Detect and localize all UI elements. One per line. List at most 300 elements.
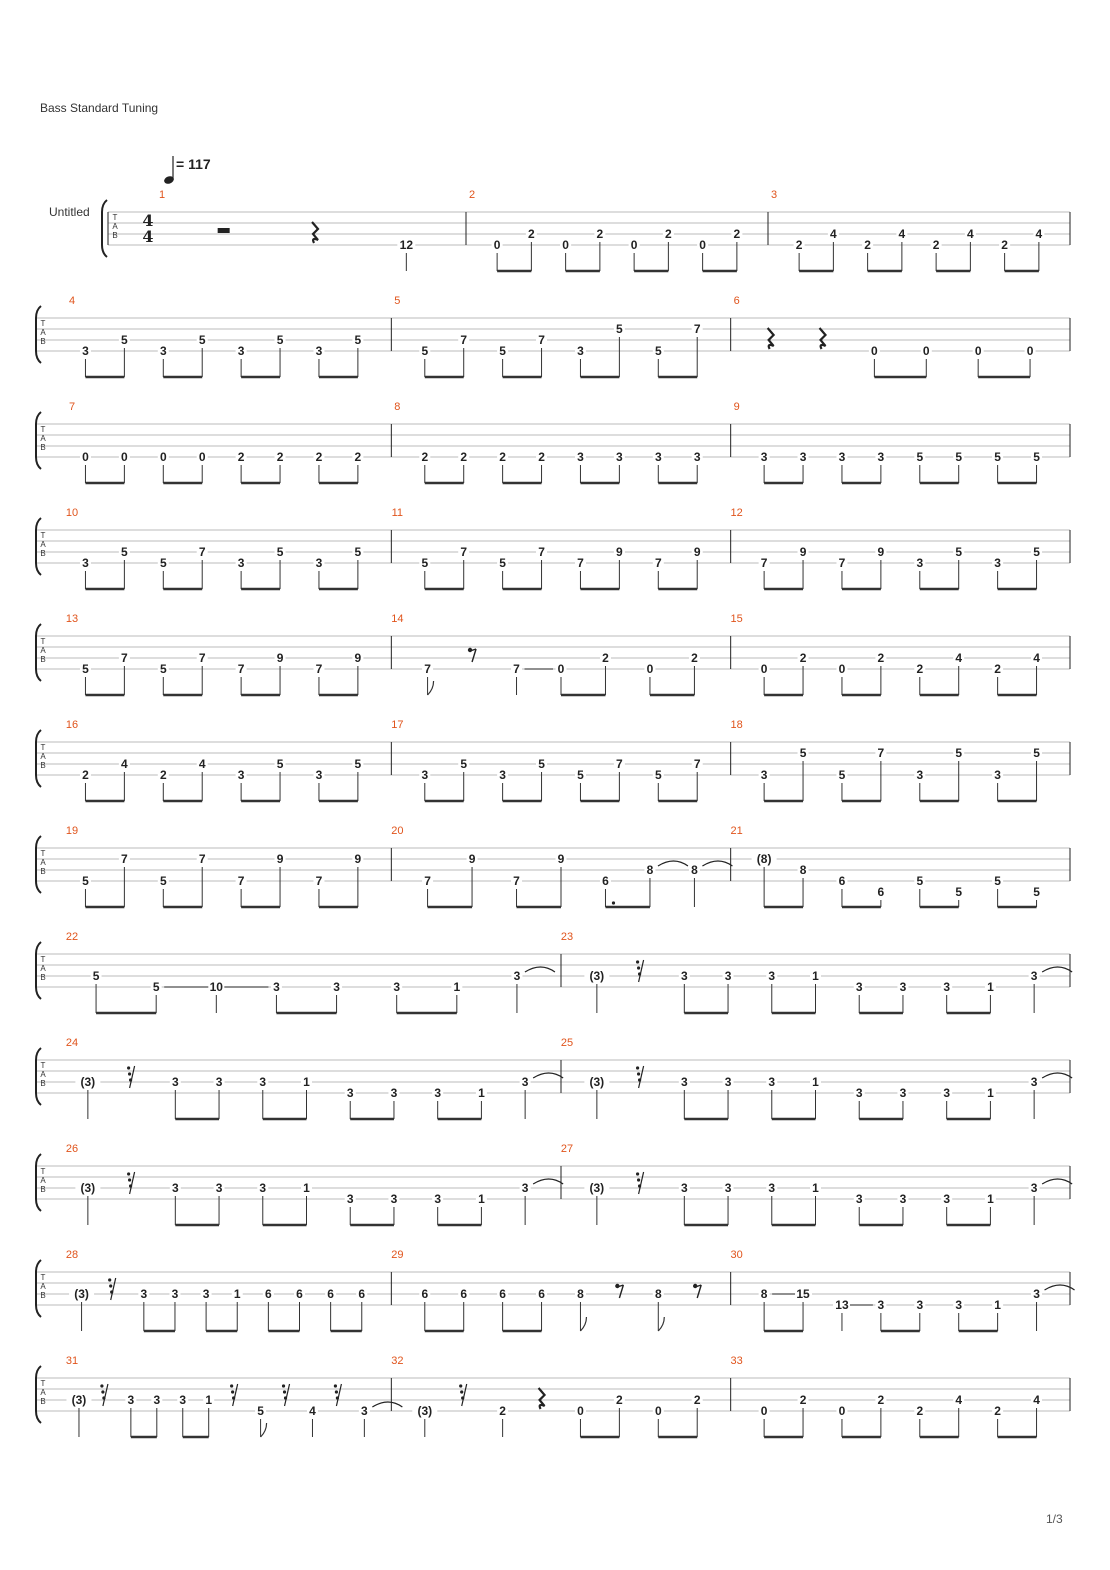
tie-arc — [702, 861, 732, 866]
fret-number: 1 — [987, 980, 994, 994]
tab-clef-letter: B — [40, 1079, 46, 1088]
fret-number: 3 — [499, 768, 506, 782]
fret-number: 3 — [994, 768, 1001, 782]
fret-number: 2 — [596, 227, 604, 241]
tab-clef-letter: B — [40, 1291, 46, 1300]
thirtysecond-rest-icon — [285, 1384, 290, 1406]
note-flag — [261, 1423, 267, 1437]
thirtysecond-rest-icon — [639, 960, 644, 982]
fret-number: 3 — [916, 768, 924, 782]
thirtysecond-rest-icon — [637, 966, 640, 969]
fret-number: 3 — [171, 1287, 179, 1301]
fret-number: 5 — [460, 757, 468, 771]
thirtysecond-rest-icon — [103, 1384, 108, 1406]
fret-number: 5 — [577, 768, 584, 782]
fret-number: 5 — [838, 768, 846, 782]
fret-number: 3 — [237, 768, 245, 782]
thirtysecond-rest-icon — [336, 1384, 341, 1406]
tie-arc — [533, 1179, 563, 1184]
fret-number: 5 — [421, 344, 429, 358]
fret-number: 5 — [499, 556, 506, 570]
thirtysecond-rest-icon — [109, 1284, 112, 1287]
tie-arc — [525, 967, 555, 972]
thirtysecond-rest-icon — [233, 1384, 238, 1406]
fret-number: 6 — [421, 1287, 429, 1301]
thirtysecond-rest-icon — [130, 1172, 135, 1194]
fret-number: 3 — [1030, 1181, 1038, 1195]
fret-number: 3 — [693, 450, 701, 464]
fret-number: 3 — [838, 450, 846, 464]
fret-number: 3 — [680, 1075, 688, 1089]
fret-number: 1 — [303, 1181, 310, 1195]
fret-number: 9 — [799, 545, 807, 559]
fret-number: 7 — [315, 662, 323, 676]
eighth-rest-icon — [472, 649, 476, 662]
measure-number: 6 — [733, 295, 740, 307]
thirtysecond-rest-icon — [282, 1384, 285, 1387]
measure-number: 16 — [65, 719, 79, 731]
fret-number: 0 — [82, 450, 89, 464]
fret-number: 0 — [760, 1404, 768, 1418]
fret-number: 2 — [499, 1404, 506, 1418]
note-flag — [428, 681, 434, 695]
fret-number: 3 — [899, 1192, 907, 1206]
fret-number: 3 — [434, 1086, 442, 1100]
fret-number: 3 — [513, 969, 521, 983]
fret-number: 3 — [215, 1075, 223, 1089]
tab-clef-letter: T — [40, 1167, 46, 1176]
measure-number: 8 — [394, 401, 401, 413]
measure-number: 11 — [391, 507, 404, 519]
fret-number: 6 — [296, 1287, 303, 1301]
tab-clef-letter: T — [40, 319, 46, 328]
fret-number: 3 — [390, 1086, 398, 1100]
fret-number: 3 — [521, 1181, 529, 1195]
measure-number: 29 — [391, 1249, 404, 1261]
fret-number: 2 — [864, 238, 871, 252]
fret-number: 7 — [315, 874, 323, 888]
fret-number: 5 — [916, 874, 924, 888]
thirtysecond-rest-icon — [231, 1390, 234, 1393]
fret-number: 3 — [724, 969, 732, 983]
fret-number: 2 — [665, 227, 672, 241]
fret-number: 3 — [899, 1086, 907, 1100]
thirtysecond-rest-icon — [100, 1384, 103, 1387]
fret-number: 5 — [159, 556, 167, 570]
fret-number: 5 — [955, 545, 963, 559]
fret-number: 6 — [838, 874, 846, 888]
fret-number: 7 — [460, 333, 468, 347]
tab-clef-letter: T — [40, 637, 46, 646]
fret-number: 3 — [760, 450, 768, 464]
tie-arc — [372, 1402, 402, 1407]
fret-number: 3 — [955, 1298, 963, 1312]
measure-number: 19 — [65, 825, 79, 837]
measure-number: 25 — [560, 1037, 574, 1049]
fret-number: 1 — [205, 1393, 213, 1407]
fret-number: (3) — [80, 1075, 96, 1089]
fret-number: 12 — [399, 238, 414, 252]
fret-number: 7 — [513, 874, 520, 888]
fret-number: 13 — [835, 1298, 849, 1312]
tie-arc — [1042, 967, 1072, 972]
fret-number: 2 — [994, 662, 1001, 676]
fret-number: 0 — [922, 344, 930, 358]
fret-number: 4 — [309, 1404, 316, 1418]
fret-number: 2 — [82, 768, 89, 782]
fret-number: 8 — [760, 1287, 768, 1301]
fret-number: 5 — [159, 874, 167, 888]
thirtysecond-rest-icon — [636, 1066, 639, 1069]
tab-clef-letter: A — [40, 858, 46, 867]
fret-number: 4 — [121, 757, 128, 771]
thirtysecond-rest-icon — [283, 1390, 286, 1393]
fret-number: 1 — [812, 969, 819, 983]
fret-number: 5 — [499, 344, 506, 358]
quarter-rest-icon — [312, 222, 318, 243]
fret-number: 5 — [538, 757, 545, 771]
measure-number: 10 — [65, 507, 79, 519]
fret-number: 3 — [1030, 969, 1038, 983]
fret-number: 9 — [354, 852, 362, 866]
measure-number: 27 — [560, 1143, 574, 1155]
fret-number: 2 — [691, 651, 698, 665]
measure-number: 7 — [68, 401, 76, 413]
fret-number: 5 — [994, 874, 1001, 888]
fret-number: 5 — [121, 545, 128, 559]
fret-number: (3) — [71, 1393, 87, 1407]
fret-number: 5 — [1033, 746, 1040, 760]
fret-number: 3 — [361, 1404, 368, 1418]
measure-number: 14 — [391, 613, 404, 625]
half-rest-icon — [218, 228, 230, 233]
fret-number: 5 — [421, 556, 429, 570]
tab-clef-letter: A — [40, 1388, 46, 1397]
tempo-marking: = 117 — [176, 156, 211, 172]
tie-arc — [1042, 1179, 1072, 1184]
fret-number: 7 — [838, 556, 846, 570]
fret-number: 3 — [943, 1086, 951, 1100]
measure-number: 2 — [468, 189, 476, 201]
thirtysecond-rest-icon — [127, 1066, 130, 1069]
fret-number: 8 — [654, 1287, 662, 1301]
fret-number: 3 — [760, 768, 768, 782]
fret-number: 3 — [916, 1298, 924, 1312]
fret-number: 3 — [82, 344, 89, 358]
fret-number: 2 — [916, 662, 924, 676]
fret-number: 0 — [630, 238, 638, 252]
fret-number: 2 — [799, 1393, 807, 1407]
fret-number: 4 — [1033, 1393, 1040, 1407]
fret-number: 3 — [680, 969, 688, 983]
fret-number: 10 — [209, 980, 223, 994]
system-bracket — [102, 200, 107, 257]
track-name: Untitled — [49, 205, 90, 219]
fret-number: 9 — [693, 545, 701, 559]
fret-number: 15 — [796, 1287, 810, 1301]
fret-number: 4 — [1035, 227, 1043, 241]
fret-number: 5 — [916, 450, 924, 464]
fret-number: 7 — [577, 556, 584, 570]
fret-number: 3 — [315, 556, 323, 570]
fret-number: 7 — [424, 662, 431, 676]
fret-number: 3 — [577, 344, 584, 358]
tab-clef-letter: A — [40, 646, 46, 655]
measure-number: 1 — [158, 189, 166, 201]
page-number: 1/3 — [1046, 1512, 1063, 1526]
fret-number: 7 — [198, 545, 206, 559]
fret-number: 0 — [562, 238, 569, 252]
fret-number: 3 — [315, 768, 323, 782]
fret-number: 2 — [602, 651, 609, 665]
fret-number: 3 — [315, 344, 323, 358]
fret-number: 7 — [513, 662, 520, 676]
tab-clef-letter: T — [112, 213, 118, 222]
fret-number: 6 — [358, 1287, 366, 1301]
fret-number: 2 — [994, 1404, 1001, 1418]
fret-number: 5 — [955, 746, 963, 760]
fret-number: 3 — [724, 1181, 732, 1195]
fret-number: 1 — [478, 1086, 485, 1100]
fret-number: 3 — [724, 1075, 732, 1089]
measure-number: 30 — [730, 1249, 743, 1261]
quarter-rest-icon — [539, 1388, 545, 1409]
fret-number: 0 — [1026, 344, 1034, 358]
tab-clef-letter: A — [112, 222, 118, 231]
fret-number: 3 — [346, 1192, 354, 1206]
fret-number: 5 — [799, 746, 807, 760]
fret-number: 5 — [159, 662, 167, 676]
fret-number: 7 — [616, 757, 623, 771]
tab-clef-letter: B — [40, 1397, 46, 1406]
thirtysecond-rest-icon — [459, 1384, 462, 1387]
tab-clef-letter: B — [40, 867, 46, 876]
thirtysecond-rest-icon — [637, 1072, 640, 1075]
fret-number: 5 — [82, 874, 89, 888]
tab-clef-letter: B — [40, 655, 46, 664]
fret-number: 5 — [1033, 885, 1040, 899]
measure-number: 26 — [65, 1143, 79, 1155]
fret-number: 4 — [1033, 651, 1040, 665]
measure-number: 3 — [770, 189, 778, 201]
fret-number: 1 — [812, 1181, 819, 1195]
fret-number: 3 — [877, 1298, 885, 1312]
tab-clef-letter: T — [40, 849, 46, 858]
measure-number: 24 — [65, 1037, 79, 1049]
fret-number: 7 — [538, 333, 545, 347]
fret-number: 4 — [198, 757, 206, 771]
fret-number: 3 — [390, 1192, 398, 1206]
fret-number: 0 — [646, 662, 654, 676]
fret-number: 5 — [1033, 450, 1040, 464]
thirtysecond-rest-icon — [130, 1066, 135, 1088]
tab-clef-letter: A — [40, 1176, 46, 1185]
fret-number: 1 — [994, 1298, 1001, 1312]
fret-number: 5 — [654, 768, 662, 782]
thirtysecond-rest-icon — [334, 1384, 337, 1387]
fret-number: 2 — [916, 1404, 924, 1418]
fret-number: 6 — [499, 1287, 506, 1301]
fret-number: 7 — [760, 556, 768, 570]
fret-number: 5 — [955, 450, 963, 464]
tab-clef-letter: T — [40, 1061, 46, 1070]
fret-number: 8 — [577, 1287, 584, 1301]
fret-number: 8 — [691, 863, 698, 877]
tab-clef-letter: A — [40, 434, 46, 443]
measure-number: 22 — [65, 931, 79, 943]
fret-number: 8 — [799, 863, 807, 877]
fret-number: 2 — [276, 450, 284, 464]
fret-number: 7 — [693, 757, 701, 771]
fret-number: 2 — [159, 768, 167, 782]
fret-number: (3) — [589, 1181, 605, 1195]
fret-number: 2 — [354, 450, 362, 464]
fret-number: (3) — [589, 1075, 605, 1089]
fret-number: 3 — [877, 450, 885, 464]
fret-number: 7 — [424, 874, 431, 888]
fret-number: 3 — [127, 1393, 135, 1407]
quarter-rest-icon — [768, 328, 774, 349]
fret-number: 5 — [82, 662, 89, 676]
thirtysecond-rest-icon — [128, 1072, 131, 1075]
fret-number: 7 — [237, 662, 245, 676]
fret-number: 0 — [654, 1404, 662, 1418]
tab-clef-letter: B — [40, 973, 46, 982]
fret-number: 3 — [855, 1086, 863, 1100]
tab-clef-letter: A — [40, 328, 46, 337]
tab-clef-letter: T — [40, 743, 46, 752]
dot-icon — [612, 901, 615, 904]
fret-number: 3 — [855, 1192, 863, 1206]
tab-clef-letter: T — [40, 531, 46, 540]
fret-number: 9 — [468, 852, 476, 866]
fret-number: 0 — [871, 344, 878, 358]
fret-number: 3 — [1033, 1287, 1040, 1301]
fret-number: 3 — [159, 344, 167, 358]
fret-number: 7 — [460, 545, 468, 559]
fret-number: 2 — [616, 1393, 623, 1407]
fret-number: 2 — [799, 651, 807, 665]
tab-clef-letter: B — [112, 231, 118, 240]
fret-number: 5 — [354, 545, 362, 559]
fret-number: 3 — [768, 1181, 776, 1195]
fret-number: 3 — [899, 980, 907, 994]
fret-number: 1 — [303, 1075, 310, 1089]
measure-number: 21 — [730, 825, 743, 837]
thirtysecond-rest-icon — [108, 1278, 111, 1281]
time-signature-bottom: 4 — [142, 227, 154, 246]
fret-number: 9 — [276, 651, 284, 665]
fret-number: 5 — [198, 333, 206, 347]
fret-number: 7 — [198, 651, 206, 665]
fret-number: 2 — [693, 1393, 701, 1407]
fret-number: 1 — [453, 980, 461, 994]
fret-number: 7 — [693, 322, 701, 336]
fret-number: 5 — [654, 344, 662, 358]
fret-number: 4 — [967, 227, 974, 241]
fret-number: 2 — [877, 651, 885, 665]
fret-number: 5 — [276, 545, 284, 559]
tab-clef-letter: A — [40, 752, 46, 761]
fret-number: 3 — [577, 450, 584, 464]
fret-number: 3 — [434, 1192, 442, 1206]
fret-number: 5 — [1033, 545, 1040, 559]
fret-number: 0 — [838, 662, 846, 676]
measure-number: 15 — [730, 613, 743, 625]
fret-number: 5 — [354, 333, 362, 347]
fret-number: 2 — [421, 450, 429, 464]
thirtysecond-rest-icon — [460, 1390, 463, 1393]
fret-number: 3 — [994, 556, 1001, 570]
fret-number: 0 — [121, 450, 128, 464]
measure-number: 33 — [730, 1355, 743, 1367]
fret-number: 2 — [733, 227, 741, 241]
thirtysecond-rest-icon — [335, 1390, 338, 1393]
tab-clef-letter: B — [40, 1185, 46, 1194]
fret-number: 3 — [616, 450, 623, 464]
fret-number: 7 — [877, 746, 885, 760]
fret-number: 3 — [521, 1075, 529, 1089]
fret-number: 0 — [838, 1404, 846, 1418]
thirtysecond-rest-icon — [127, 1172, 130, 1175]
fret-number: 9 — [354, 651, 362, 665]
fret-number: 3 — [346, 1086, 354, 1100]
fret-number: 5 — [152, 980, 160, 994]
eighth-rest-icon — [697, 1285, 701, 1298]
fret-number: 1 — [987, 1192, 994, 1206]
eighth-rest-icon — [619, 1285, 623, 1298]
tab-clef-letter: B — [40, 549, 46, 558]
fret-number: 9 — [276, 852, 284, 866]
fret-number: 3 — [916, 556, 924, 570]
tab-clef-letter: A — [40, 540, 46, 549]
tab-clef-letter: B — [40, 337, 46, 346]
fret-number: 9 — [616, 545, 623, 559]
fret-number: 3 — [654, 450, 662, 464]
fret-number: 6 — [877, 885, 885, 899]
fret-number: 4 — [955, 1393, 963, 1407]
fret-number: 1 — [478, 1192, 485, 1206]
fret-number: 3 — [768, 1075, 776, 1089]
thirtysecond-rest-icon — [230, 1384, 233, 1387]
fret-number: 2 — [237, 450, 245, 464]
tab-clef-letter: A — [40, 964, 46, 973]
fret-number: 3 — [140, 1287, 148, 1301]
fret-number: 0 — [699, 238, 706, 252]
tab-clef-letter: T — [40, 1379, 46, 1388]
fret-number: 9 — [557, 852, 565, 866]
fret-number: 3 — [215, 1181, 223, 1195]
fret-number: 3 — [421, 768, 429, 782]
fret-number: 6 — [602, 874, 609, 888]
thirtysecond-rest-icon — [462, 1384, 467, 1406]
fret-number: 3 — [82, 556, 89, 570]
measure-number: 13 — [65, 613, 79, 625]
fret-number: 3 — [680, 1181, 688, 1195]
measure-number: 4 — [68, 295, 76, 307]
quarter-rest-icon — [820, 328, 826, 349]
fret-number: (3) — [80, 1181, 96, 1195]
measure-number: 12 — [730, 507, 743, 519]
measure-number: 23 — [560, 931, 574, 943]
thirtysecond-rest-icon — [636, 960, 639, 963]
fret-number: (3) — [74, 1287, 89, 1301]
fret-number: 7 — [538, 545, 545, 559]
fret-number: 5 — [92, 969, 100, 983]
thirtysecond-rest-icon — [101, 1390, 104, 1393]
fret-number: 4 — [955, 651, 963, 665]
fret-number: 2 — [538, 450, 545, 464]
